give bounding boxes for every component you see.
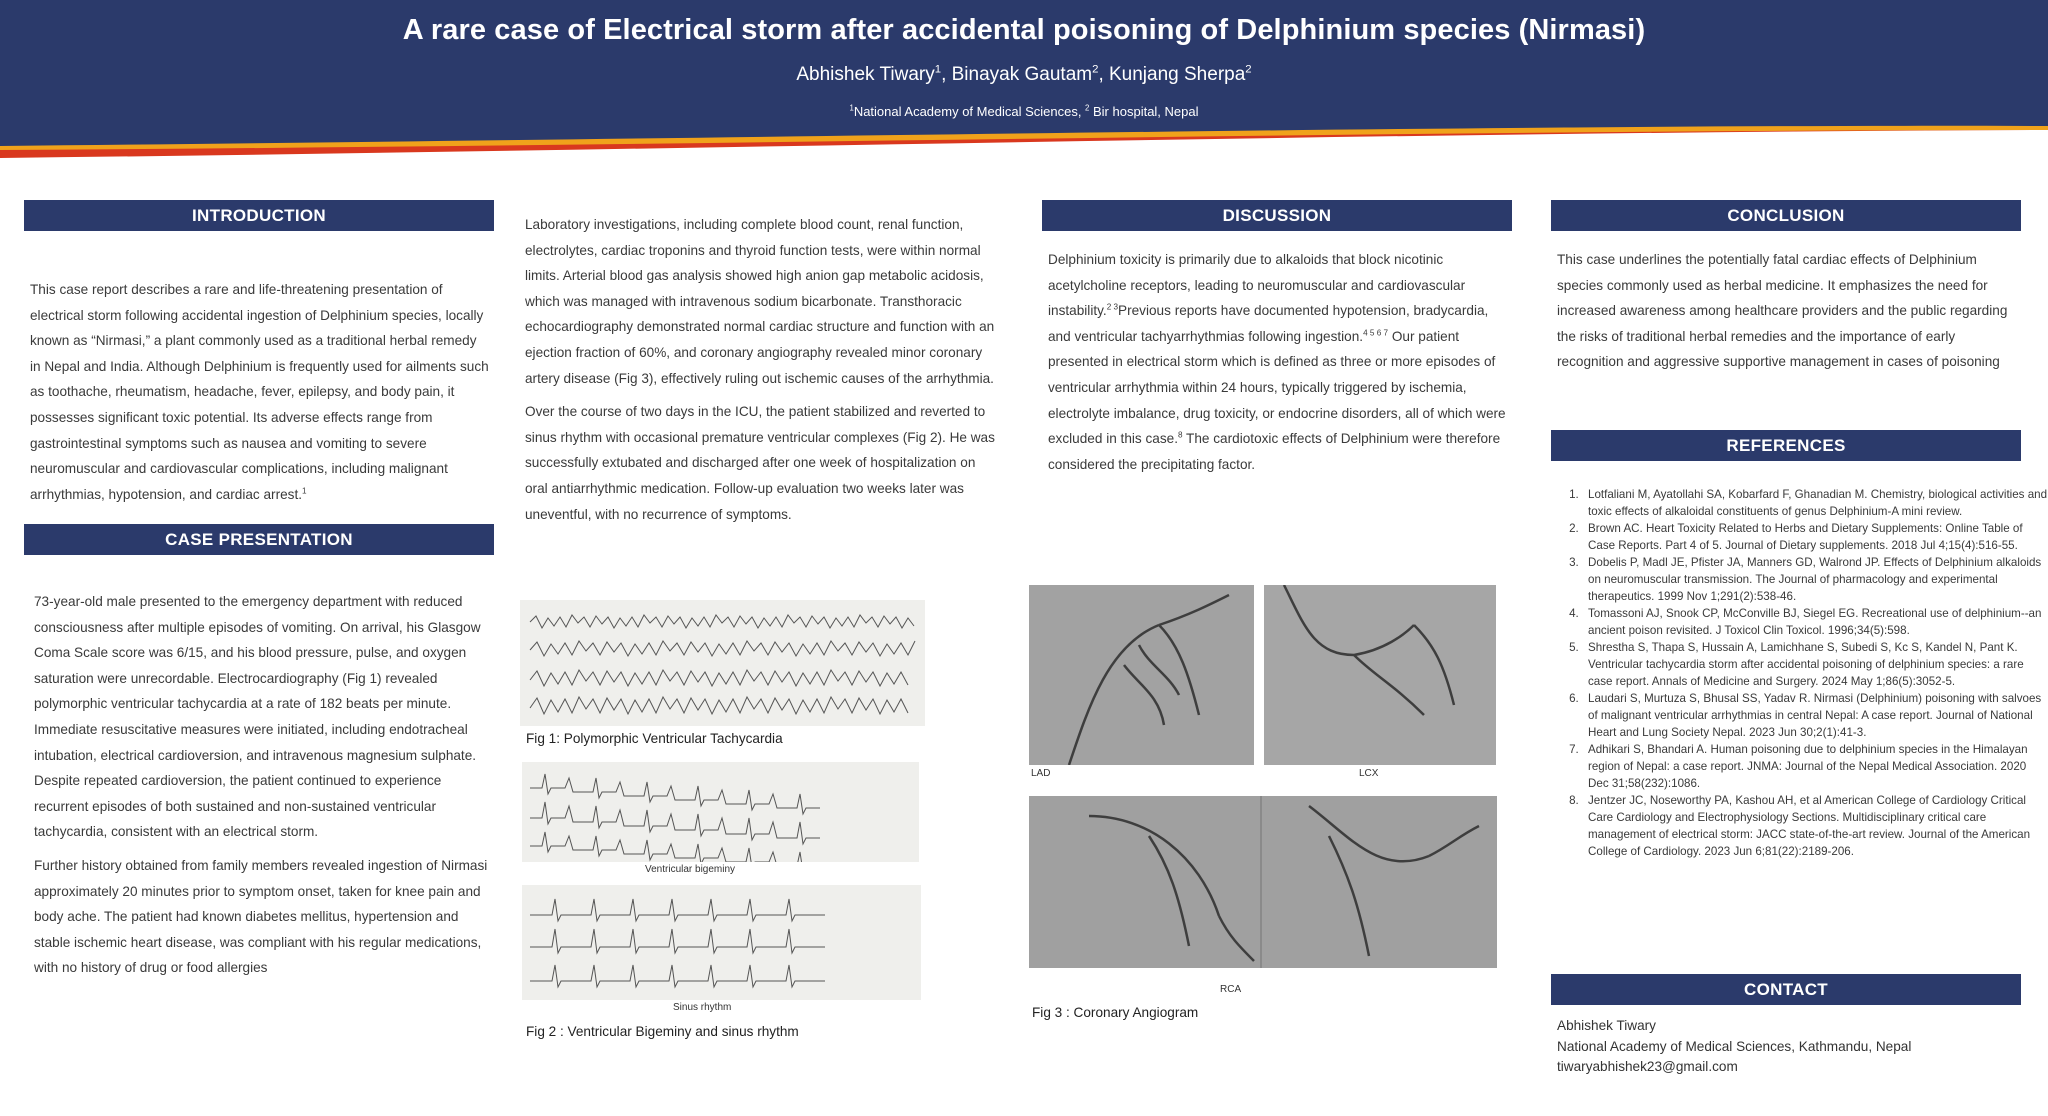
- discussion-text: [1048, 247, 1508, 477]
- author-affiliation-mark: 2: [1092, 63, 1099, 76]
- author-separator: ,: [1098, 64, 1109, 85]
- poster-title: A rare case of Electrical storm after accidental poisoning of Delphinium species (Nirmasi): [402, 14, 1646, 46]
- discussion-sentence: Previous reports have documented hypotension, bradycardia, and ventricular tachyarrhythmias following ingestion.: [1048, 303, 1489, 344]
- angiogram-image: [1029, 585, 1254, 765]
- reference-item: 8. Jentzer JC, Noseworthy PA, Kashou AH, et al American College of Cardiology Critical Care Cardiology and Electrophysiology Sections. Multidisciplinary critical care management of electrical storm: JACC state-of-the-art review. Journal of the American College of Cardiology. 2023 Jun 6;81(22):2189-206.: [1582, 792, 2048, 860]
- reference-item: 4. Tomassoni AJ, Snook CP, McConville BJ, Siegel EG. Recreational use of delphinium--an ancient poison revisited. J Toxicol Clin Toxicol. 1996;34(5):598.: [1582, 605, 2048, 639]
- citation-mark: 8: [1177, 430, 1183, 440]
- contact-email[interactable]: tiwaryabhishek23@gmail.com: [1557, 1059, 1738, 1074]
- reference-item: 2. Brown AC. Heart Toxicity Related to Herbs and Dietary Supplements: Online Table of Case Reports. Part 4 of 5. Journal of Dietary supplements. 2018 Jul 4;15(4):516-55.: [1582, 520, 2048, 554]
- angiogram-lad-image: [1029, 585, 1254, 765]
- affiliation-text: National Academy of Medical Sciences,: [853, 104, 1086, 119]
- ecg-trace-image: [522, 762, 919, 862]
- icu-paragraph: Over the course of two days in the ICU, the patient stabilized and reverted to sinus rhythm with occasional premature ventricular complexes (Fig 2). He was successfully extubated and discharged after one week of hospitalization on oral antiarrhythmic medication. Follow-up evaluation two weeks later was uneventful, with no recurrence of symptoms.: [525, 404, 995, 522]
- reference-item: 5. Shrestha S, Thapa S, Hussain A, Lamichhane S, Subedi S, Kc S, Kandel N, Pant K. Ventricular tachycardia storm after accidental poisoning of delphinium species: a rare case report. Annals of Medicine and Surgery. 2024 May 1;86(5):3052-5.: [1582, 639, 2048, 690]
- reference-item: 1. Lotfaliani M, Ayatollahi SA, Kobarfard F, Ghanadian M. Chemistry, biological activities and toxic effects of alkaloidal constituents of genus Delphinium-A mini review.: [1582, 486, 2048, 520]
- angiogram-image: [1264, 585, 1496, 765]
- case-presentation-text: [34, 589, 492, 989]
- citation-mark: 2 3: [1106, 302, 1119, 312]
- contact-institution: National Academy of Medical Sciences, Kathmandu, Nepal: [1557, 1038, 1912, 1054]
- poster-header: [0, 0, 2048, 170]
- citation-mark: 1: [302, 486, 307, 496]
- conclusion-heading: CONCLUSION: [1551, 200, 2021, 231]
- middle-text: [525, 212, 995, 535]
- discussion-heading: DISCUSSION: [1042, 200, 1512, 231]
- affiliation-mark: 1: [849, 103, 854, 113]
- contact-name: Abhishek Tiwary: [1557, 1018, 1656, 1033]
- contact-block: [1557, 1016, 1911, 1078]
- ecg-figure-sinus: [522, 885, 921, 1000]
- author-affiliation-mark: 1: [934, 63, 942, 76]
- angiogram-image: [1029, 796, 1497, 968]
- author-list: [0, 64, 2048, 86]
- fig2a-label: Ventricular bigeminy: [645, 864, 736, 875]
- author-name: Abhishek Tiwary: [796, 64, 935, 85]
- case-paragraph: 73-year-old male presented to the emergency department with reduced consciousness after multiple episodes of vomiting. On arrival, his Glasgow Coma Scale score was 6/15, and his blood pressure, pulse, and oxygen saturation were unrecordable. Electrocardiography (Fig 1) revealed polymorphic ventricular tachycardia at a rate of 182 beats per minute. Immediate resuscitative measures were initiated, including endotracheal intubation, electrical cardioversion, and intravenous magnesium sulphate. Despite repeated cardioversion, the patient continued to experience recurrent episodes of both sustained and non-sustained ventricular tachycardia, consistent with an electrical storm.: [34, 594, 481, 840]
- fig2-caption: Fig 2 : Ventricular Bigeminy and sinus rhythm: [526, 1024, 799, 1039]
- ecg-figure-bigeminy: [522, 762, 919, 862]
- introduction-heading: INTRODUCTION: [24, 200, 494, 231]
- label-rca: RCA: [1220, 984, 1242, 995]
- ecg-figure-vt: [520, 600, 925, 726]
- contact-heading: CONTACT: [1551, 974, 2021, 1005]
- angiogram-rca-image: [1029, 796, 1497, 968]
- discussion-sentence: Our patient presented in electrical storm which is defined as three or more episodes of ventricular arrhythmia within 24 hours, typically triggered by ischemia, electrolyte imbalance, drug toxicity, or endocrine disorders, all of which were excluded in this case.: [1048, 328, 1506, 447]
- affiliations: [0, 104, 2048, 119]
- label-lad: LAD: [1031, 768, 1051, 779]
- reference-item: 7. Adhikari S, Bhandari A. Human poisoning due to delphinium species in the Himalayan region of Nepal: a case report. JNMA: Journal of the Nepal Medical Association. 2020 Dec 31;58(232):1086.: [1582, 741, 2048, 792]
- case-presentation-heading: CASE PRESENTATION: [24, 524, 494, 555]
- label-lcx: LCX: [1359, 768, 1379, 779]
- affiliation-mark: 2: [1085, 103, 1090, 113]
- ecg-trace-image: [522, 885, 921, 1000]
- references-heading: REFERENCES: [1551, 430, 2021, 461]
- fig1-caption: Fig 1: Polymorphic Ventricular Tachycardia: [526, 731, 783, 746]
- author-affiliation-mark: 2: [1245, 63, 1252, 76]
- references-list: [1550, 486, 2048, 860]
- author-separator: ,: [941, 64, 952, 85]
- discussion-sentence: The cardiotoxic effects of Delphinium were therefore considered the precipitating factor.: [1048, 431, 1501, 472]
- reference-item: 6. Laudari S, Murtuza S, Bhusal SS, Yadav R. Nirmasi (Delphinium) poisoning with salvoes of malignant ventricular arrhythmias in central Nepal: A case report. Journal of National Heart and Lung Society Nepal. 2023 Jun 30;2(1):41-3.: [1582, 690, 2048, 741]
- fig2b-label: Sinus rhythm: [673, 1002, 732, 1013]
- affiliation-text: Bir hospital, Nepal: [1089, 104, 1199, 119]
- discussion-sentence: Delphinium toxicity is primarily due to alkaloids that block nicotinic acetylcholine receptors, leading to neuromuscular and cardiovascular instability.: [1048, 252, 1466, 319]
- fig3-caption: Fig 3 : Coronary Angiogram: [1032, 1005, 1199, 1020]
- case-paragraph: Further history obtained from family members revealed ingestion of Nirmasi approximately 20 minutes prior to symptom onset, taken for knee pain and body ache. The patient had known diabetes mellitus, hypertension and stable ischemic heart disease, was compliant with his regular medications, with no history of drug or food allergies: [34, 857, 488, 976]
- author-name: Binayak Gautam: [951, 64, 1093, 85]
- angiogram-lcx-image: [1264, 585, 1496, 765]
- introduction-text: [30, 277, 490, 507]
- lab-paragraph: Laboratory investigations, including complete blood count, renal function, electrolytes, cardiac troponins and thyroid function tests, were within normal limits. Arterial blood gas analysis showed high anion gap metabolic acidosis, which was managed with intravenous sodium bicarbonate. Transthoracic echocardiography demonstrated normal cardiac structure and function with an ejection fraction of 60%, and coronary angiography revealed minor coronary artery disease (Fig 3), effectively ruling out ischemic causes of the arrhythmia.: [525, 217, 995, 386]
- conclusion-text: This case underlines the potentially fatal cardiac effects of Delphinium species commonly used as herbal medicine. It emphasizes the need for increased awareness among healthcare providers and the public regarding the risks of traditional herbal remedies and the importance of early recognition and aggressive supportive management in cases of poisoning: [1557, 252, 2008, 370]
- citation-mark: 4 5 6 7: [1363, 328, 1389, 338]
- author-name: Kunjang Sherpa: [1109, 64, 1246, 85]
- introduction-body: This case report describes a rare and life-threatening presentation of electrical storm following accidental ingestion of Delphinium species, locally known as “Nirmasi,” a plant commonly used as a traditional herbal remedy in Nepal and India. Although Delphinium is frequently used for ailments such as toothache, rheumatism, headache, fever, epilepsy, and body pain, it possesses significant toxic potential. Its adverse effects range from gastrointestinal symptoms such as nausea and vomiting to severe neuromuscular and cardiovascular complications, including malignant arrhythmias, hypotension, and cardiac arrest.: [30, 282, 489, 502]
- ecg-trace-image: [520, 600, 925, 726]
- reference-item: 3. Dobelis P, Madl JE, Pfister JA, Manners GD, Walrond JP. Effects of Delphinium alkaloids on neuromuscular transmission. The Journal of pharmacology and experimental therapeutics. 1999 Nov 1;291(2):538-46.: [1582, 554, 2048, 605]
